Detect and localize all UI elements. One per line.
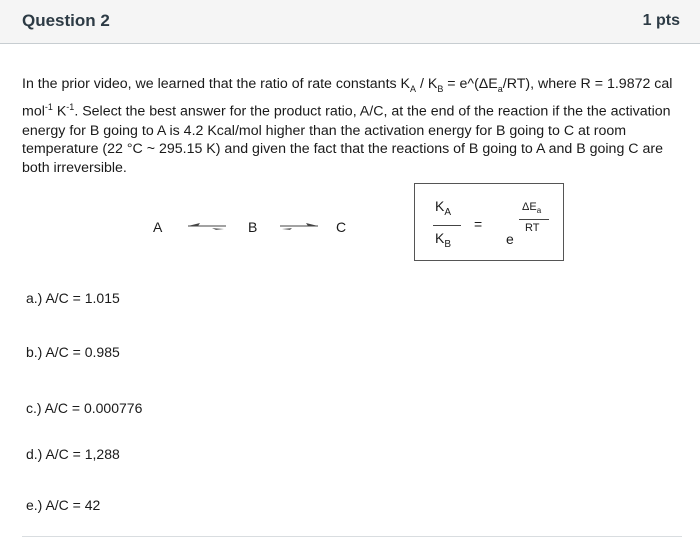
ka-label	[435, 198, 451, 218]
answer-option-d[interactable]: d.) A/C = 1,288	[26, 446, 120, 462]
exp-base: e	[506, 231, 514, 247]
k-fraction-bar	[433, 225, 461, 226]
arrow-b-to-c-icon	[278, 220, 320, 232]
exp-denominator: RT	[525, 222, 540, 234]
prompt-sub-b: B	[437, 83, 444, 94]
ka-sub: A	[444, 206, 452, 218]
prompt-text-1: In the prior video, we learned that the ratio of rate constants K	[22, 76, 411, 92]
answer-option-b[interactable]: b.) A/C = 0.985	[26, 344, 120, 360]
species-c: C	[336, 219, 347, 235]
answer-option-a[interactable]: a.) A/C = 1.015	[26, 290, 120, 306]
equation-box	[414, 183, 564, 261]
prompt-sup-2: -1	[66, 102, 75, 113]
exp-numerator	[522, 201, 541, 215]
equals-sign: =	[474, 216, 483, 232]
question-title: Question 2	[22, 11, 110, 30]
prompt-text-6: . Select the best answer for the product ratio, A/C, at the end of the reaction if the the activation energy for B going to A is 4.2 Kcal/mol higher than the activation energy for B going to C at room temperature (22 °C ~ 295.15 K) and given the fact that the reactions of B going to A and B going C are both irreversible.	[22, 104, 671, 176]
answer-option-c[interactable]: c.) A/C = 0.000776	[26, 400, 143, 416]
prompt-sub-ea: a	[497, 83, 503, 94]
species-a: A	[153, 219, 163, 235]
kb-label	[435, 230, 451, 250]
question-points: 1 pts	[642, 12, 680, 29]
prompt-text-4: /RT), where R = 1.9872 cal mol	[22, 76, 673, 121]
question-header	[0, 0, 700, 44]
prompt-text-5: K	[52, 104, 67, 121]
exp-fraction-bar	[519, 219, 549, 220]
species-b: B	[248, 219, 258, 235]
prompt-text-3: = e^(ΔE	[443, 76, 498, 92]
prompt-sub-a: A	[410, 83, 417, 94]
question-prompt	[22, 75, 687, 178]
arrow-b-to-a-icon	[186, 220, 228, 232]
exp-num-sub: a	[536, 206, 542, 216]
bottom-divider	[22, 536, 682, 537]
kb-sub: B	[444, 238, 452, 250]
prompt-sup-1: -1	[44, 102, 53, 113]
answer-option-e[interactable]: e.) A/C = 42	[26, 497, 101, 513]
prompt-text-2: / K	[416, 76, 438, 92]
exp-num-text: ΔE	[522, 201, 537, 213]
kb-k: K	[435, 230, 445, 246]
ka-k: K	[435, 198, 445, 214]
